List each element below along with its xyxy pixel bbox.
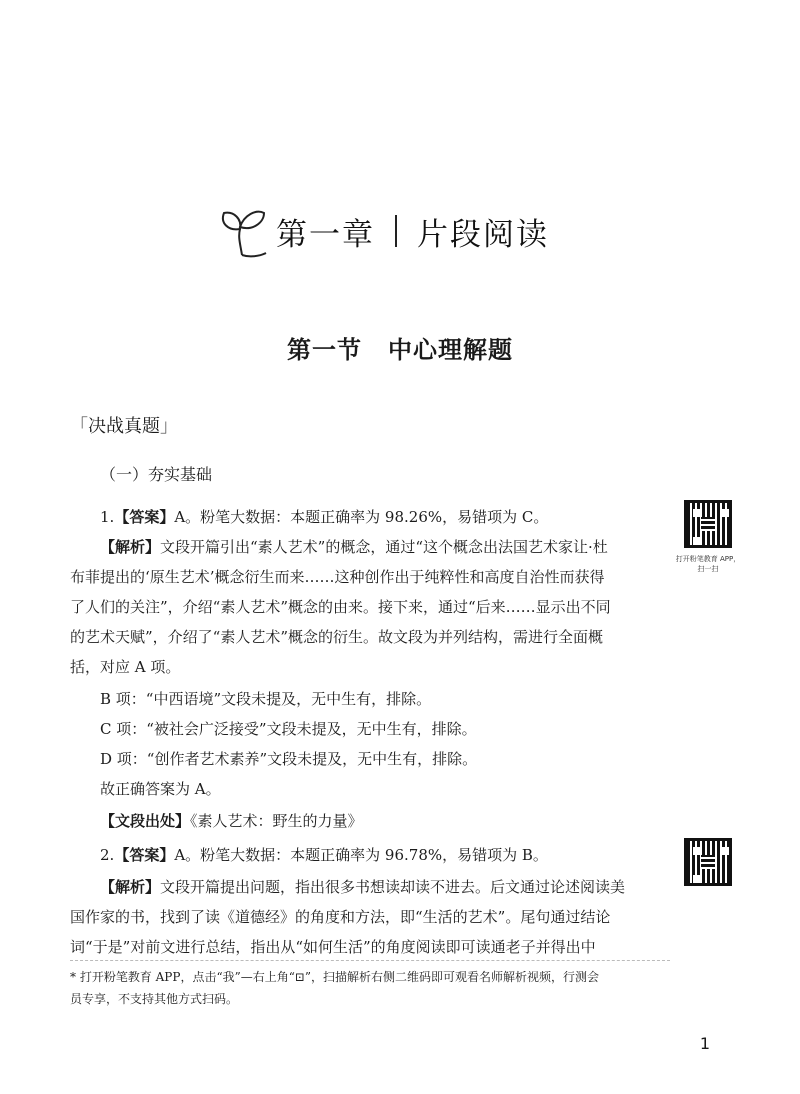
- q1-analysis-line-2: 布菲提出的‘原生艺术’概念衍生而来……这种创作出于纯粹性和高度自治性而获得: [70, 568, 605, 586]
- q1-option-c: C 项：“被社会广泛接受”文段未提及，无中生有，排除。: [100, 720, 477, 738]
- chapter-heading: [218, 196, 549, 266]
- footnote-divider: [70, 960, 670, 962]
- chapter-number: 第一章: [276, 216, 375, 253]
- subheading: （一）夯实基础: [100, 465, 213, 484]
- q1-answer-line: [100, 502, 660, 532]
- q1-analysis-line-1: [100, 532, 660, 562]
- analysis-tag: 【解析】: [100, 878, 161, 896]
- q2-analysis-text-1: 文段开篇提出问题，指出很多书想读却读不进去。后文通过论述阅读美: [160, 878, 626, 896]
- q1-conclusion: 故正确答案为 A。: [100, 780, 221, 798]
- q1-number: 1.: [100, 508, 115, 526]
- q1-source-line: [100, 806, 660, 836]
- footnote: [70, 966, 670, 1010]
- chapter-title: 片段阅读: [417, 216, 549, 253]
- qr-code-q2[interactable]: [684, 838, 732, 886]
- q2-number: 2.: [100, 846, 115, 864]
- bracket-open: 「: [70, 416, 88, 437]
- qr-caption-line-1: 打开粉笔教育 APP，: [675, 555, 741, 563]
- q2-analysis-line-2: 国作家的书，找到了读《道德经》的角度和方法，即“生活的艺术”。尾句通过结论: [70, 908, 611, 926]
- qr-caption-line-2: 扫一扫: [697, 565, 719, 573]
- q1-answer: A。粉笔大数据：本题正确率为 98.26%，易错项为 C。: [174, 508, 549, 526]
- bracket-heading: [70, 412, 178, 438]
- q2-answer: A。粉笔大数据：本题正确率为 96.78%，易错项为 B。: [174, 846, 548, 864]
- answer-tag: 【答案】: [114, 846, 175, 864]
- page-number: 1: [699, 1034, 710, 1053]
- section-title: 中心理解题: [388, 336, 513, 364]
- q2-analysis-line-3: 词“于是”对前文进行总结，指出从“如何生活”的角度阅读即可读通老子并得出中: [70, 938, 596, 956]
- q1-source: 《素人艺术：野生的力量》: [190, 812, 363, 830]
- q1-option-d: D 项：“创作者艺术素养”文段未提及，无中生有，排除。: [100, 750, 478, 768]
- q2-analysis-line-1: [100, 872, 660, 902]
- sprout-icon: [218, 203, 270, 259]
- q1-option-b: B 项：“中西语境”文段未提及，无中生有，排除。: [100, 690, 432, 708]
- q1-analysis-line-4: 的艺术天赋”，介绍了“素人艺术”概念的衍生。故文段为并列结构，需进行全面概: [70, 628, 604, 646]
- q1-analysis-text-1: 文段开篇引出“素人艺术”的概念，通过“这个概念出法国艺术家让·杜: [160, 538, 608, 556]
- bracket-close: 」: [160, 416, 178, 437]
- footnote-line-1: * 打开粉笔教育 APP，点击“我”—右上角“⊡”，扫描解析右侧二维码即可观看名师解析视频，行测会: [70, 970, 600, 984]
- section-heading: [0, 330, 800, 365]
- qr-caption: [663, 554, 753, 574]
- qr-code-q1[interactable]: [684, 500, 732, 548]
- q1-analysis-line-3: 了人们的关注”，介绍“素人艺术”概念的由来。接下来，通过“后来……显示出不同: [70, 598, 611, 616]
- analysis-tag: 【解析】: [100, 538, 161, 556]
- source-tag: 【文段出处】: [100, 812, 191, 830]
- q1-analysis-line-5: 括，对应 A 项。: [70, 658, 181, 676]
- q2-answer-line: [100, 840, 660, 870]
- footnote-line-2: 员专享，不支持其他方式扫码。: [70, 992, 239, 1006]
- chapter-divider: [395, 215, 397, 247]
- section-number: 第一节: [287, 336, 362, 364]
- answer-tag: 【答案】: [114, 508, 175, 526]
- bracket-heading-text: 决战真题: [88, 416, 160, 437]
